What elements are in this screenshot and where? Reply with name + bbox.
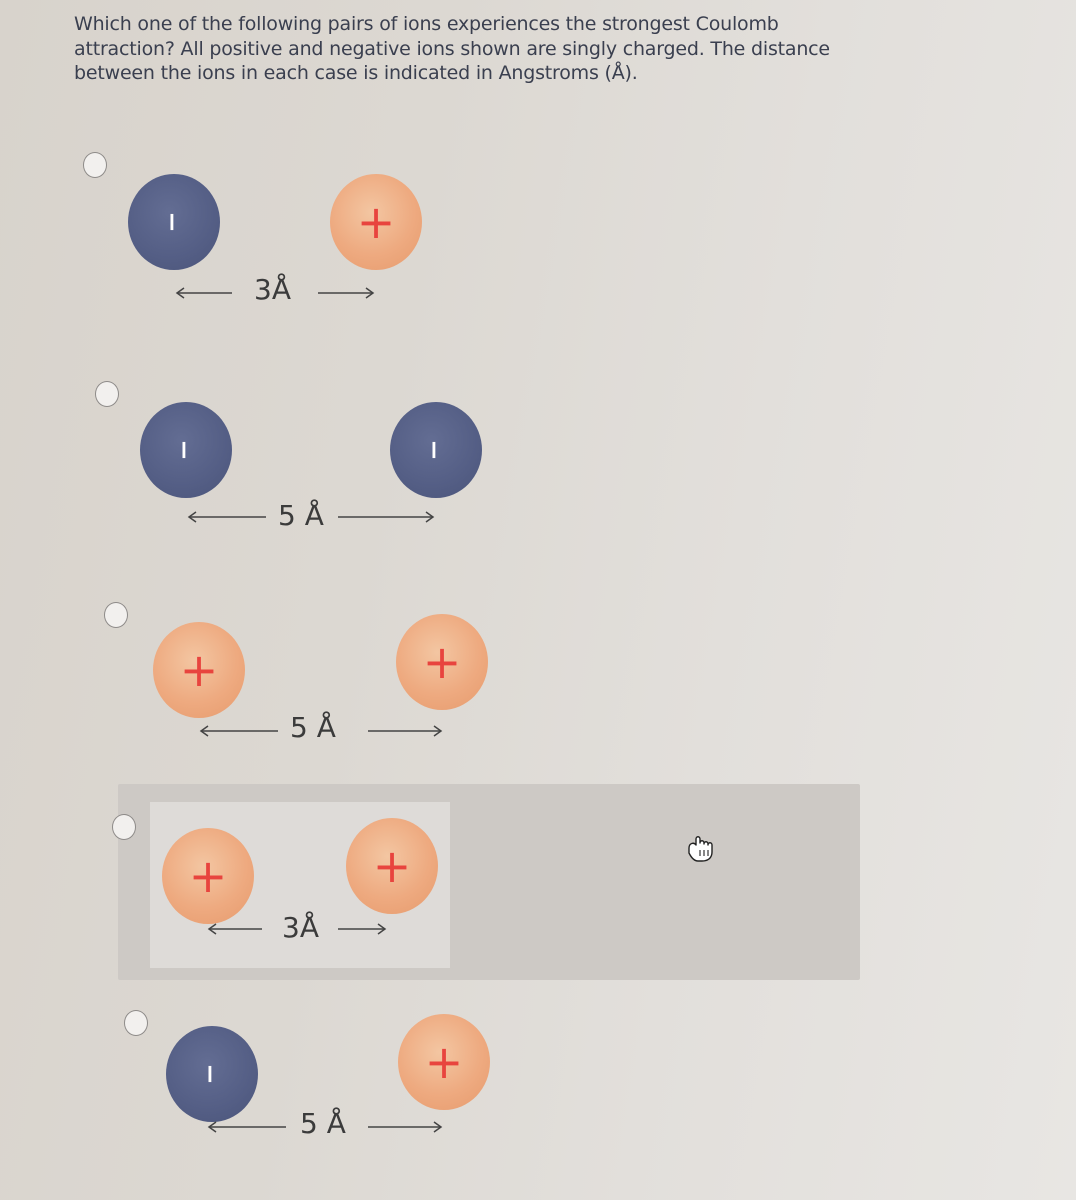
option-2-distance-label: 5 Å xyxy=(278,499,324,532)
option-4-distance-label: 3Å xyxy=(282,911,319,944)
option-5-left-arrow-icon xyxy=(206,1120,288,1134)
option-3-radio[interactable] xyxy=(104,602,128,628)
negative-sign: – xyxy=(189,1064,235,1084)
option-3-left-arrow-icon xyxy=(198,724,280,738)
option-2-right-arrow-icon xyxy=(336,510,436,524)
option-1-distance-label: 3Å xyxy=(254,273,291,306)
option-1-radio[interactable] xyxy=(83,152,107,178)
option-3-right-arrow-icon xyxy=(366,724,444,738)
option-1-left-ion xyxy=(128,174,220,270)
option-2-left-arrow-icon xyxy=(186,510,268,524)
option-2-left-ion xyxy=(140,402,232,498)
negative-sign: – xyxy=(163,440,209,460)
option-5-right-ion xyxy=(398,1014,490,1110)
positive-sign: + xyxy=(356,195,396,249)
option-4-left-arrow-icon xyxy=(206,922,264,936)
option-4-left-ion xyxy=(162,828,254,924)
option-5-radio[interactable] xyxy=(124,1010,148,1036)
option-3-right-ion xyxy=(396,614,488,710)
option-1-right-ion xyxy=(330,174,422,270)
pointing-hand-icon xyxy=(686,834,722,864)
positive-sign: + xyxy=(422,635,462,689)
option-4-right-ion xyxy=(346,818,438,914)
option-3-distance-label: 5 Å xyxy=(290,711,336,744)
option-4-right-arrow-icon xyxy=(336,922,388,936)
positive-sign: + xyxy=(372,839,412,893)
option-2-radio[interactable] xyxy=(95,381,119,407)
option-2-right-ion xyxy=(390,402,482,498)
negative-sign: – xyxy=(151,212,197,232)
option-1-right-arrow-icon xyxy=(316,286,376,300)
option-4-radio[interactable] xyxy=(112,814,136,840)
question-text: Which one of the following pairs of ions experiences the strongest Coulomb attraction? All positive and negative ions shown are singly charged. The distance between the ions in each case is indicated in Angstroms (Å). xyxy=(74,13,830,84)
option-5-right-arrow-icon xyxy=(366,1120,444,1134)
option-3-left-ion xyxy=(153,622,245,718)
option-1-left-arrow-icon xyxy=(174,286,234,300)
negative-sign: – xyxy=(413,440,459,460)
positive-sign: + xyxy=(188,849,228,903)
positive-sign: + xyxy=(424,1035,464,1089)
option-5-distance-label: 5 Å xyxy=(300,1107,346,1140)
positive-sign: + xyxy=(179,643,219,697)
option-5-left-ion xyxy=(166,1026,258,1122)
